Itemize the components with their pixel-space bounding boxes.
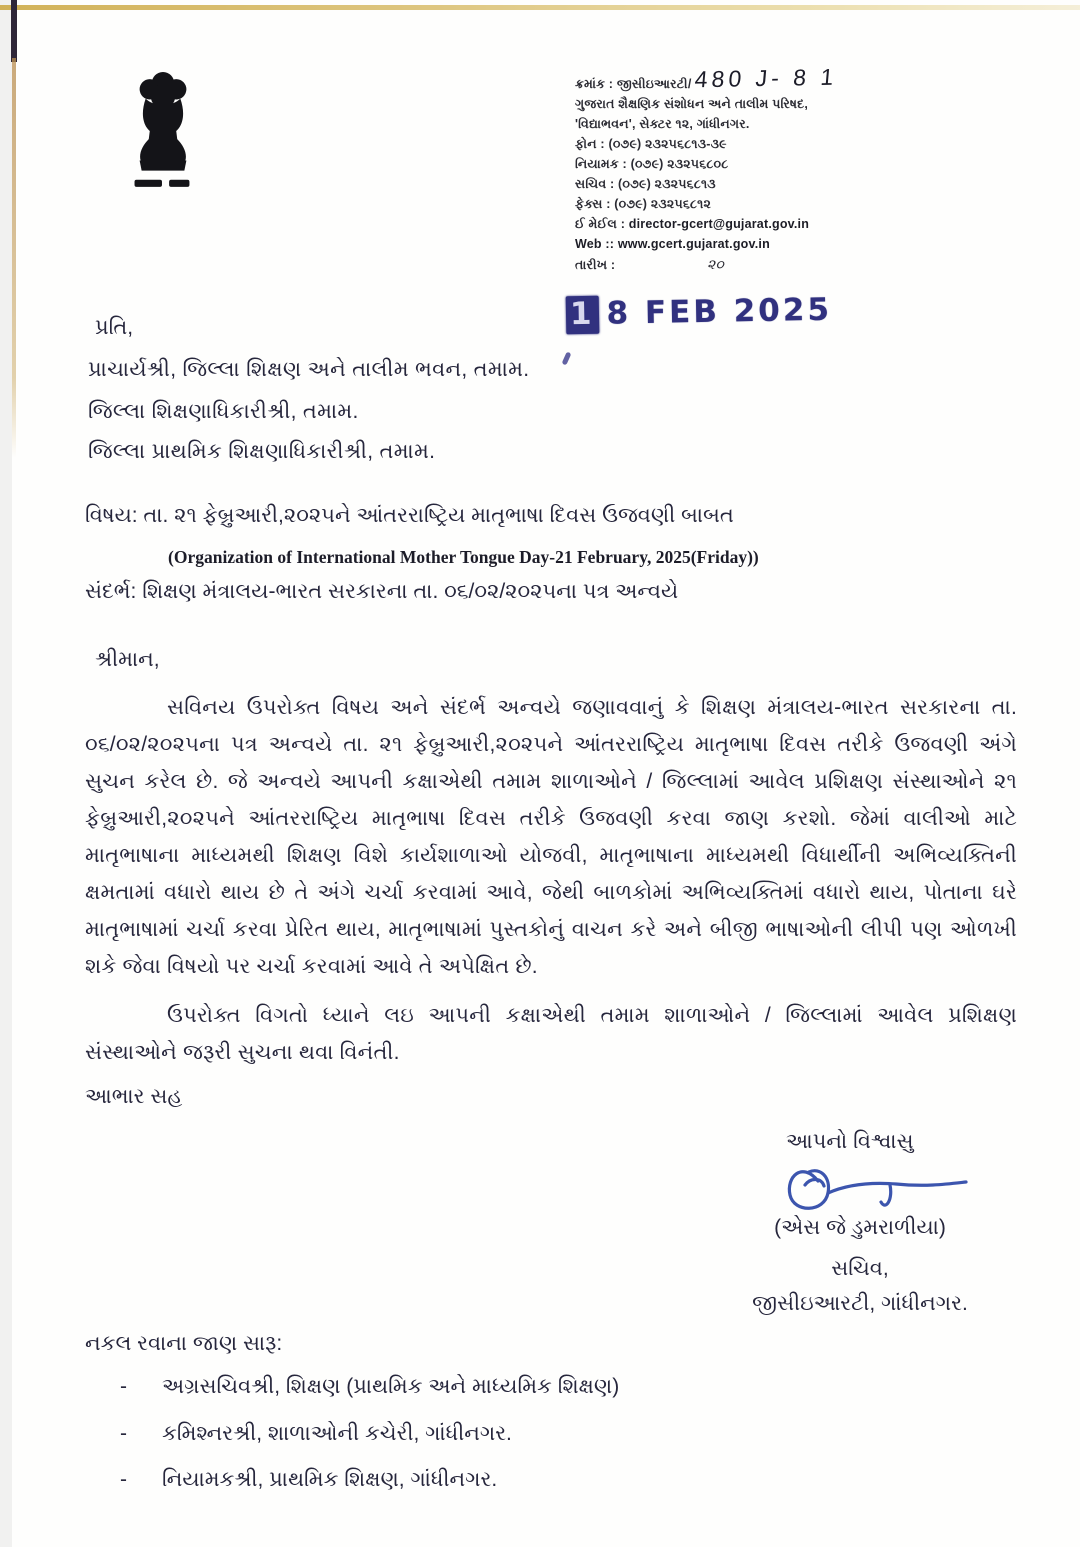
phone-line: ફોન : (૦૭૯) ૨૩૨૫૬૮૧૩-૩૯ [575,137,727,151]
cc-item [120,1375,619,1399]
body-paragraph-2: ઉપરોક્ત વિગતો ધ્યાને લઇ આપની કક્ષાએથી તમામ શાળાઓને / જિલ્લામાં આવેલ પ્રશિક્ષણ સંસ્થાઓને જરૂરી સુચના થવા વિનંતી. [85,1004,1017,1064]
recipient-line: જિલ્લા પ્રાથમિક શિક્ષણાધિકારીશ્રી, તમામ. [88,440,436,463]
reference-line: સંદર્ભ: શિક્ષણ મંત્રાલય-ભારત સરકારના તા. ૦૬/૦૨/૨૦૨૫ના પત્ર અન્વયે [85,580,679,603]
scan-edge-artifact [0,5,1080,10]
stamp-box-digit: 1 [566,296,599,335]
cc-item-text: નિયામકશ્રી, પ્રાથમિક શિક્ષણ, ગાંધીનગર. [162,1468,498,1491]
stamp-ink-mark [562,352,572,366]
letterhead [575,63,1035,275]
ashoka-lion-capital-icon [126,72,200,192]
cc-bullet: - [120,1375,127,1398]
greeting: શ્રીમાન, [95,648,160,671]
stamp-date-text: 8 FEB 2025 [606,291,833,332]
cc-bullet: - [120,1422,127,1445]
org-address: 'વિદ્યાભવન', સેક્ટર ૧૨, ગાંધીનગર. [575,117,750,131]
ref-number-label: ક્રમાંક : જીસીઇઆરટી/ [575,77,692,91]
complimentary-close: આપનો વિશ્વાસુ [786,1130,914,1153]
director-phone-line: નિયામક : (૦૭૯) ૨૩૨૫૬૮૦૮ [575,157,729,171]
signatory-name: (એસ જે ડુમરાળીયા) [774,1216,946,1239]
cc-item-text: અગ્રસચિવશ્રી, શિક્ષણ (પ્રાથમિક અને માધ્યમિક શિક્ષણ) [162,1375,620,1398]
signatory-designation: સચિવ, [831,1257,889,1280]
org-name: ગુજરાત શૈક્ષણિક સંશોધન અને તાલીમ પરિષદ, [575,97,809,111]
subject-line-english: (Organization of International Mother Tongue Day-21 February, 2025(Friday)) [168,547,759,567]
web-label: Web :: [575,237,615,251]
scan-edge-artifact [11,0,17,62]
email-value: director-gcert@gujarat.gov.in [628,217,810,231]
subject-line-gujarati: વિષય: તા. ૨૧ ફેબ્રુઆરી,૨૦૨૫ને આંતરરાષ્ટ્રિય માતૃભાષા દિવસ ઉજવણી બાબત [85,504,734,527]
email-label: ઈ મેઈલ : [575,217,626,231]
handwritten-signature [778,1155,978,1221]
addressee-salutation: પ્રતિ, [95,316,134,339]
body-paragraph-1: સવિનય ઉપરોક્ત વિષય અને સંદર્ભ અન્વયે જણાવવાનું કે શિક્ષણ મંત્રાલય-ભારત સરકારના તા. ૦૬/૦૨/૨૦૨૫ના પત્ર અન્વયે તા. ૨૧ ફેબ્રુઆરી,૨૦૨૫ને આંતરરાષ્ટ્રિય માતૃભાષા દિવસ તરીકે ઉજવણી અંગે સુચન કરેલ છે. જે અન્વયે આપની કક્ષાએથી તમામ શાળાઓને / જિલ્લામાં આવેલ પ્રશિક્ષણ સંસ્થાઓને ૨૧ ફેબ્રુઆરી,૨૦૨૫ને આંતરરાષ્ટ્રિય માતૃભાષા દિવસ તરીકે ઉજવણી કરવા જાણ કરશો. જેમાં વાલીઓ માટે માતૃભાષાના માધ્યમથી શિક્ષણ વિશે કાર્યશાળાઓ યોજવી, માતૃભાષાના માધ્યમથી વિધાર્થીની અભિવ્યક્તિની ક્ષમતામાં વધારો થાય છે તે અંગે ચર્ચા કરવામાં આવે, જેથી બાળકોમાં અભિવ્યક્તિમાં વધારો થાય, પોતાના ઘરે માતૃભાષામાં ચર્ચા કરવા પ્રેરિત થાય, માતૃભાષામાં પુસ્તકોનું વાચન કરે અને બીજી ભાષાઓની લીપી પણ ઓળખી શકે જેવા વિષયો પર ચર્ચા કરવામાં આવે તે અપેક્ષિત છે. [85,696,1017,978]
cc-bullet: - [120,1468,127,1491]
web-line [575,234,1035,254]
cc-item [120,1468,497,1492]
scan-edge-artifact [12,58,16,458]
closing-thanks: આભાર સહ [85,1085,183,1108]
cc-item-text: કમિશ્નરશ્રી, શાળાઓની કચેરી, ગાંધીનગર. [162,1422,512,1445]
date-label: તારીખ : [575,258,616,272]
email-line [575,214,1035,234]
cc-item [120,1422,512,1446]
web-value: www.gcert.gujarat.gov.in [617,237,770,251]
ref-number-line [575,63,1035,94]
date-value: ૨૦ [707,256,725,272]
recipient-line: જિલ્લા શિક્ષણાધિકારીશ્રી, તમામ. [88,400,359,423]
secretary-phone-line: સચિવ : (૦૭૯) ૨૩૨૫૬૮૧૩ [575,177,716,191]
recipient-line: પ્રાચાર્યશ્રી, જિલ્લા શિક્ષણ અને તાલીમ ભવન, તમામ. [88,358,530,381]
signatory-organization: જીસીઇઆરટી, ગાંધીનગર. [752,1292,968,1315]
scan-edge-artifact [0,0,12,1547]
cc-heading: નકલ રવાના જાણ સારૂ: [85,1332,283,1355]
fax-line: ફેક્સ : (૦૭૯) ૨૩૨૫૬૮૧૨ [575,197,711,211]
ref-number-handwritten: 480 J- 8 1 [693,63,839,93]
date-line [575,254,1035,275]
received-date-stamp [566,292,833,335]
